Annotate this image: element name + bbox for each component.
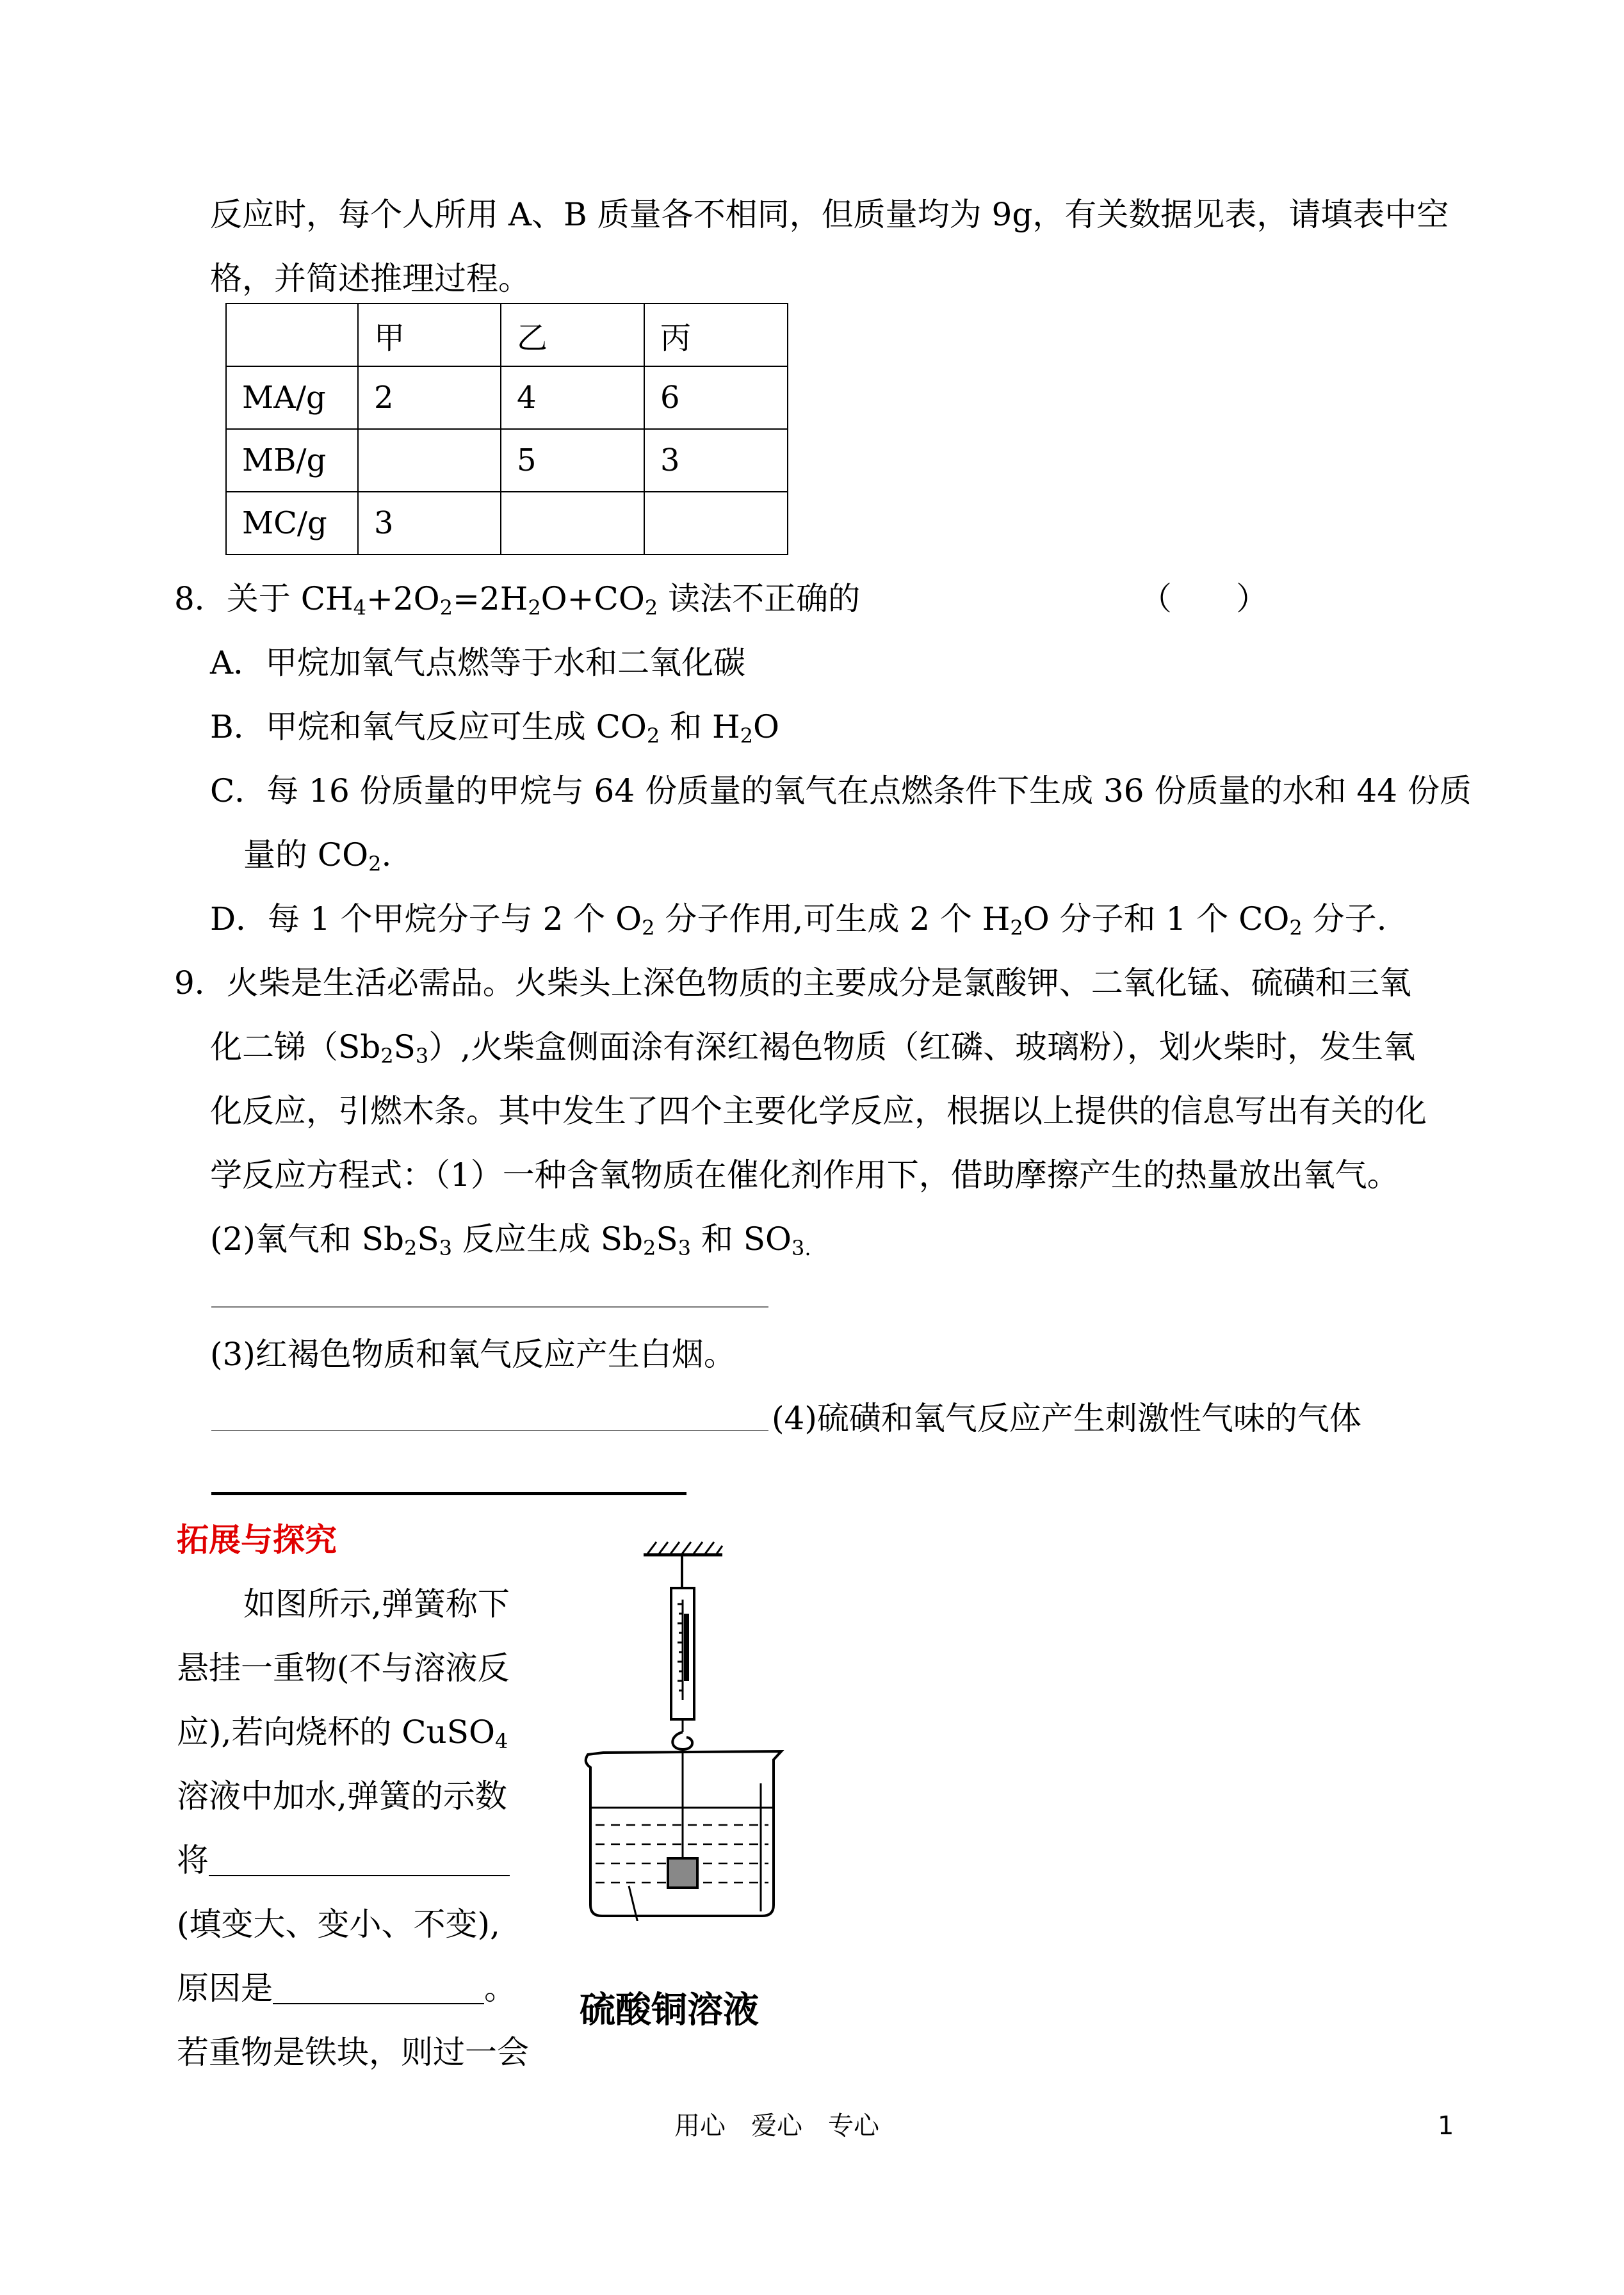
answer-line-4[interactable]: [211, 1492, 686, 1495]
intro-line-1: 反应时，每个人所用 A、B 质量各不相同，但质量均为 9g，有关数据见表，请填表中空: [210, 196, 1449, 233]
explore-line-2: 悬挂一重物(不与溶液反: [177, 1650, 510, 1687]
table-row: [226, 429, 788, 492]
section-heading: 拓展与探究: [177, 1521, 337, 1559]
table-header-cell: 乙: [501, 304, 644, 366]
table-row: [226, 366, 788, 429]
option-b[interactable]: B．甲烷和氧气反应可生成 $CO_2$ 和 $H_2O$: [210, 708, 779, 748]
explore-line-8: 若重物是铁块，则过一会: [177, 2034, 529, 2071]
weight-block: [668, 1858, 697, 1888]
question-9-line-4: 学反应方程式：（1）一种含氧物质在催化剂作用下，借助摩擦产生的热量放出氧气。: [210, 1156, 1399, 1194]
table-cell: 2: [358, 366, 501, 429]
table-row-label: MC/g: [226, 492, 358, 555]
table-row-label: MB/g: [226, 429, 358, 492]
table-header-cell: 甲: [358, 304, 501, 366]
option-d[interactable]: D．每 1 个甲烷分子与 2 个 $O_2$ 分子作用,可生成 2 个 $H_2O$ 分子和 1 个 $CO_2$ 分子.: [210, 900, 1387, 940]
table-cell: 3: [358, 492, 501, 555]
table-cell: [358, 429, 501, 492]
option-c[interactable]: C．每 16 份质量的甲烷与 64 份质量的氧气在点燃条件下生成 36 份质量的水和 44 份质: [210, 772, 1472, 809]
option-a[interactable]: A．甲烷加氧气点燃等于水和二氧化碳: [210, 644, 746, 681]
answer-line-3[interactable]: [211, 1430, 768, 1431]
explore-line-6: (填变大、变小、不变),: [177, 1906, 500, 1943]
option-c-continued: 量的 $CO_2$.: [243, 836, 392, 876]
table-row-label: MA/g: [226, 366, 358, 429]
answer-parentheses[interactable]: （ ）: [1140, 580, 1268, 617]
spring-scale-diagram: [576, 1524, 807, 1921]
table-cell: 4: [501, 366, 644, 429]
table-cell: [501, 492, 644, 555]
explore-line-3: 应),若向烧杯的 CuSO$_4$: [177, 1714, 508, 1753]
hook-icon: [672, 1732, 692, 1749]
table-cell: 5: [501, 429, 644, 492]
data-table: [225, 303, 788, 555]
page-number: 1: [1438, 2111, 1454, 2141]
table-cell: 3: [644, 429, 788, 492]
ceiling-hatch: [647, 1542, 722, 1555]
blank-change[interactable]: [209, 1843, 510, 1876]
table-header-cell: [226, 304, 358, 366]
table-row: [226, 492, 788, 555]
table-cell: [644, 492, 788, 555]
footer-motto: 用心 爱心 专心: [674, 2111, 879, 2141]
question-9-line-5: (2)氧气和 $Sb_2S_3$ 反应生成 $Sb_2S_3$ 和 $SO_{3.}$: [210, 1220, 811, 1260]
table-header-cell: 丙: [644, 304, 788, 366]
question-9-line-7: (4)硫磺和氧气反应产生刺激性气味的气体: [772, 1400, 1361, 1437]
explore-line-4: 溶液中加水,弹簧的示数: [177, 1778, 507, 1815]
explore-line-5: 将: [177, 1841, 510, 1879]
diagram-caption: 硫酸铜溶液: [580, 1990, 759, 2031]
explore-line-7: 原因是 。: [177, 1970, 516, 2007]
explore-line-1: 如图所示,弹簧称下: [243, 1585, 510, 1623]
question-9-line-2: 化二锑$(Sb_2S_3)$,火柴盒侧面涂有深红褐色物质（红磷、玻璃粉），划火柴时，发生氧: [210, 1028, 1416, 1068]
answer-line-2[interactable]: [211, 1306, 768, 1308]
intro-line-2: 格，并简述推理过程。: [210, 260, 530, 297]
question-9-line-1: 9．火柴是生活必需品。火柴头上深色物质的主要成分是氯酸钾、二氧化锰、硫磺和三氧: [174, 964, 1411, 1002]
question-9-line-6: (3)红褐色物质和氧气反应产生白烟。: [210, 1336, 736, 1373]
blank-reason[interactable]: [273, 1971, 484, 2004]
table-header-row: [226, 304, 788, 366]
spring-indicator: [684, 1614, 689, 1681]
table-cell: 6: [644, 366, 788, 429]
question-8-stem: 8．关于 $CH_4+2O_2=2H_2O+CO_2$ 读法不正确的: [174, 580, 861, 620]
question-9-line-3: 化反应，引燃木条。其中发生了四个主要化学反应，根据以上提供的信息写出有关的化: [210, 1092, 1427, 1130]
